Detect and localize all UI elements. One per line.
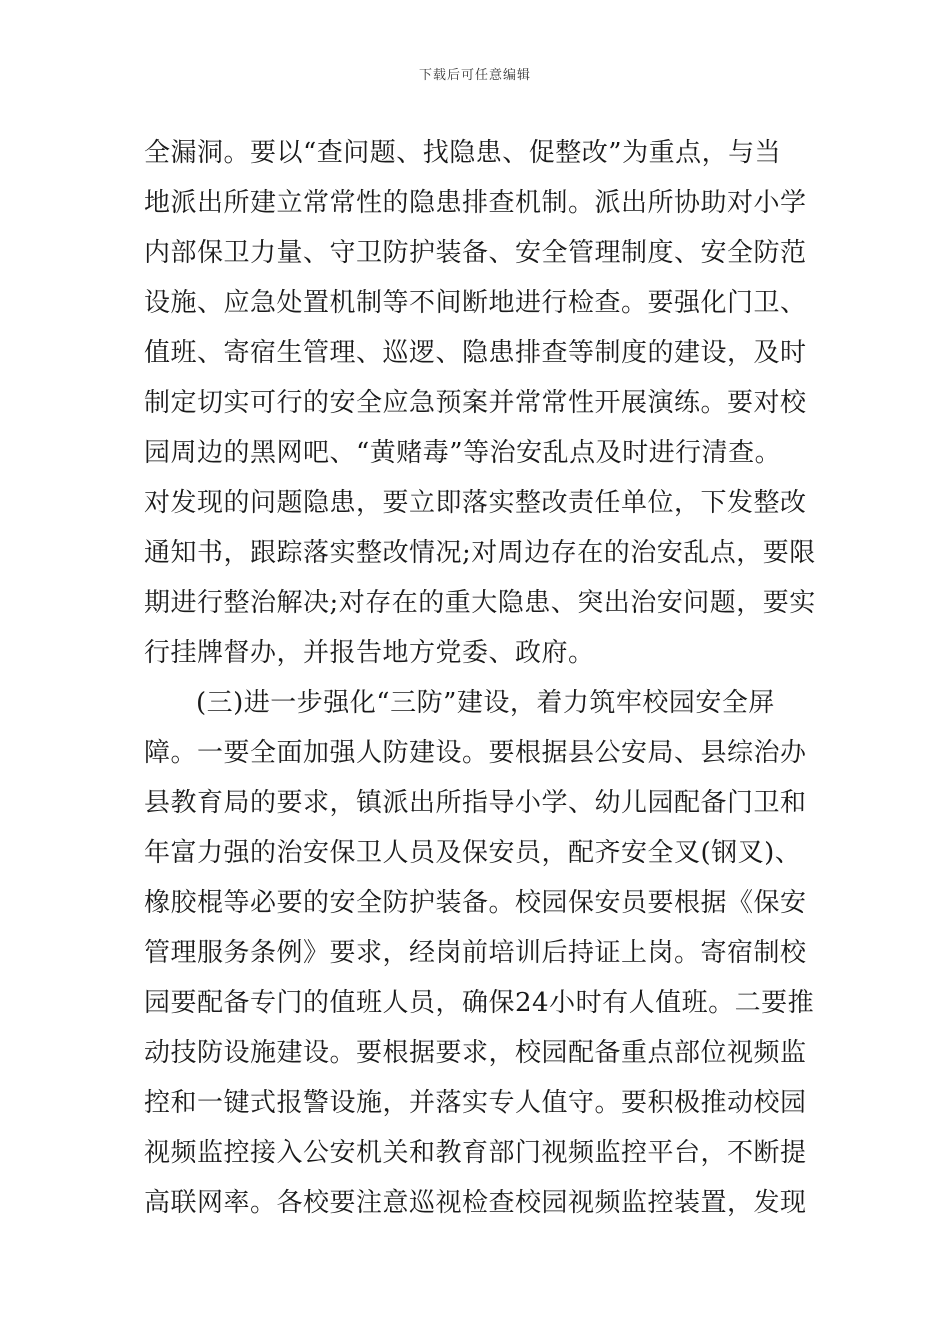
text-line: 地派出所建立常常性的隐患排查机制。派出所协助对小学: [144, 188, 807, 218]
text-line: 动技防设施建设。要根据要求，校园配备重点部位视频监: [144, 1038, 807, 1068]
text-line: 视频监控接入公安机关和教育部门视频监控平台，不断提: [144, 1138, 807, 1168]
text-line: 年富力强的治安保卫人员及保安员，配齐安全叉(钢叉)、: [144, 838, 802, 868]
text-line: 障。一要全面加强人防建设。要根据县公安局、县综治办: [144, 738, 807, 768]
text-line: 制定切实可行的安全应急预案并常常性开展演练。要对校: [144, 388, 807, 418]
text-line: 期进行整治解决;对存在的重大隐患、突出治安问题，要实: [144, 588, 816, 618]
text-line: 县教育局的要求，镇派出所指导小学、幼儿园配备门卫和: [144, 788, 807, 818]
section-heading-line: (三)进一步强化“三防”建设，着力筑牢校园安全屏: [196, 688, 775, 718]
text-line: 全漏洞。要以“查问题、找隐患、促整改”为重点，与当: [144, 138, 782, 168]
text-line: 橡胶棍等必要的安全防护装备。校园保安员要根据《保安: [144, 888, 807, 918]
text-line: 内部保卫力量、守卫防护装备、安全管理制度、安全防范: [144, 238, 807, 268]
text-line: 对发现的问题隐患，要立即落实整改责任单位，下发整改: [144, 488, 807, 518]
text-line: 值班、寄宿生管理、巡逻、隐患排查等制度的建设，及时: [144, 338, 807, 368]
page-header: 下载后可任意编辑: [418, 68, 531, 83]
document-body: [144, 128, 816, 1228]
text-line: 设施、应急处置机制等不间断地进行检查。要强化门卫、: [144, 288, 807, 318]
text-line: 高联网率。各校要注意巡视检查校园视频监控装置，发现: [144, 1188, 807, 1218]
text-line: 通知书，跟踪落实整改情况;对周边存在的治安乱点，要限: [144, 538, 816, 568]
text-line: 园要配备专门的值班人员，确保24小时有人值班。二要推: [144, 988, 815, 1018]
text-line: 行挂牌督办，并报告地方党委、政府。: [144, 638, 595, 668]
text-line: 园周边的黑网吧、“黄赌毒”等治安乱点及时进行清查。: [144, 438, 782, 468]
text-line: 控和一键式报警设施，并落实专人值守。要积极推动校园: [144, 1088, 807, 1118]
text-line: 管理服务条例》要求，经岗前培训后持证上岗。寄宿制校: [144, 938, 807, 968]
